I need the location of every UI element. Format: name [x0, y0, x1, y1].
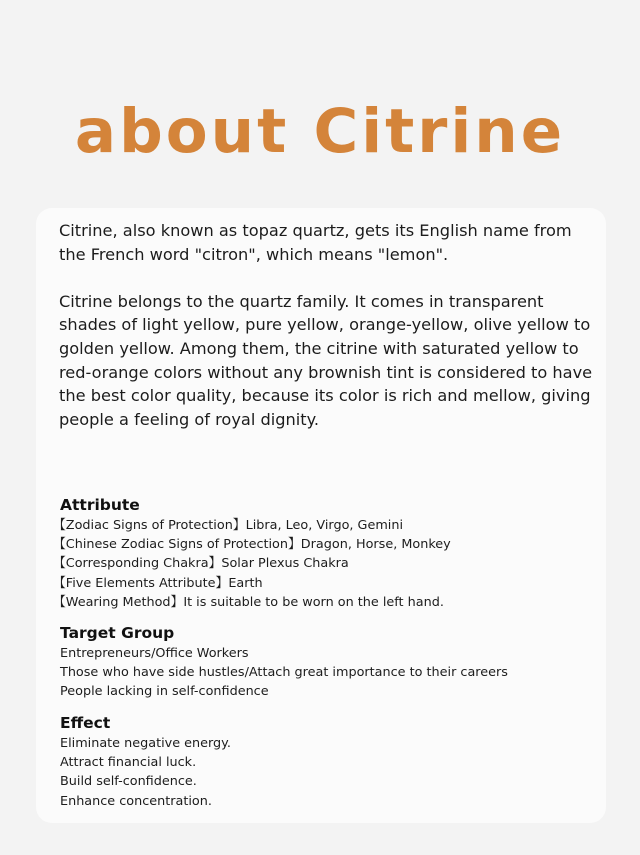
page-title: about Citrine [74, 96, 566, 167]
attribute-line: 【Corresponding Chakra】Solar Plexus Chakra [53, 556, 349, 572]
effect-line: Enhance concentration. [60, 793, 212, 809]
attribute-line: 【Zodiac Signs of Protection】Libra, Leo, Virgo, Gemini [53, 518, 404, 533]
target-group-section [60, 622, 600, 702]
attribute-section [53, 494, 600, 612]
attribute-line: 【Five Elements Attribute】Earth [53, 575, 263, 591]
intro-paragraph-2: Citrine belongs to the quartz family. It comes in transparent shades of light yellow, pure yellow, orange-yellow, olive yellow to golden yellow. Among them, the citrine with saturated yellow to red-orange colors without any brownish tint is considered to have the best color quality, because its color is rich and mellow, giving people a feeling of royal dignity. [59, 291, 593, 429]
target-group-line: Those who have side hustles/Attach great importance to their careers [60, 665, 508, 681]
intro-text [59, 219, 599, 431]
effect-section [60, 712, 600, 811]
attribute-line: 【Wearing Method】It is suitable to be worn on the left hand. [53, 594, 444, 610]
attribute-line: 【Chinese Zodiac Signs of Protection】Dragon, Horse, Monkey [53, 537, 451, 553]
effect-line: Build self-confidence. [60, 774, 197, 790]
intro-paragraph-1: Citrine, also known as topaz quartz, gets its English name from the French word "citron", which means "lemon". [59, 221, 572, 264]
target-group-line: Entrepreneurs/Office Workers [60, 646, 249, 661]
effect-heading: Effect [60, 714, 111, 732]
attribute-heading: Attribute [60, 496, 140, 514]
effect-line: Attract financial luck. [60, 755, 197, 771]
effect-line: Eliminate negative energy. [60, 736, 231, 751]
target-group-heading: Target Group [60, 624, 175, 642]
target-group-line: People lacking in self-confidence [60, 684, 269, 700]
